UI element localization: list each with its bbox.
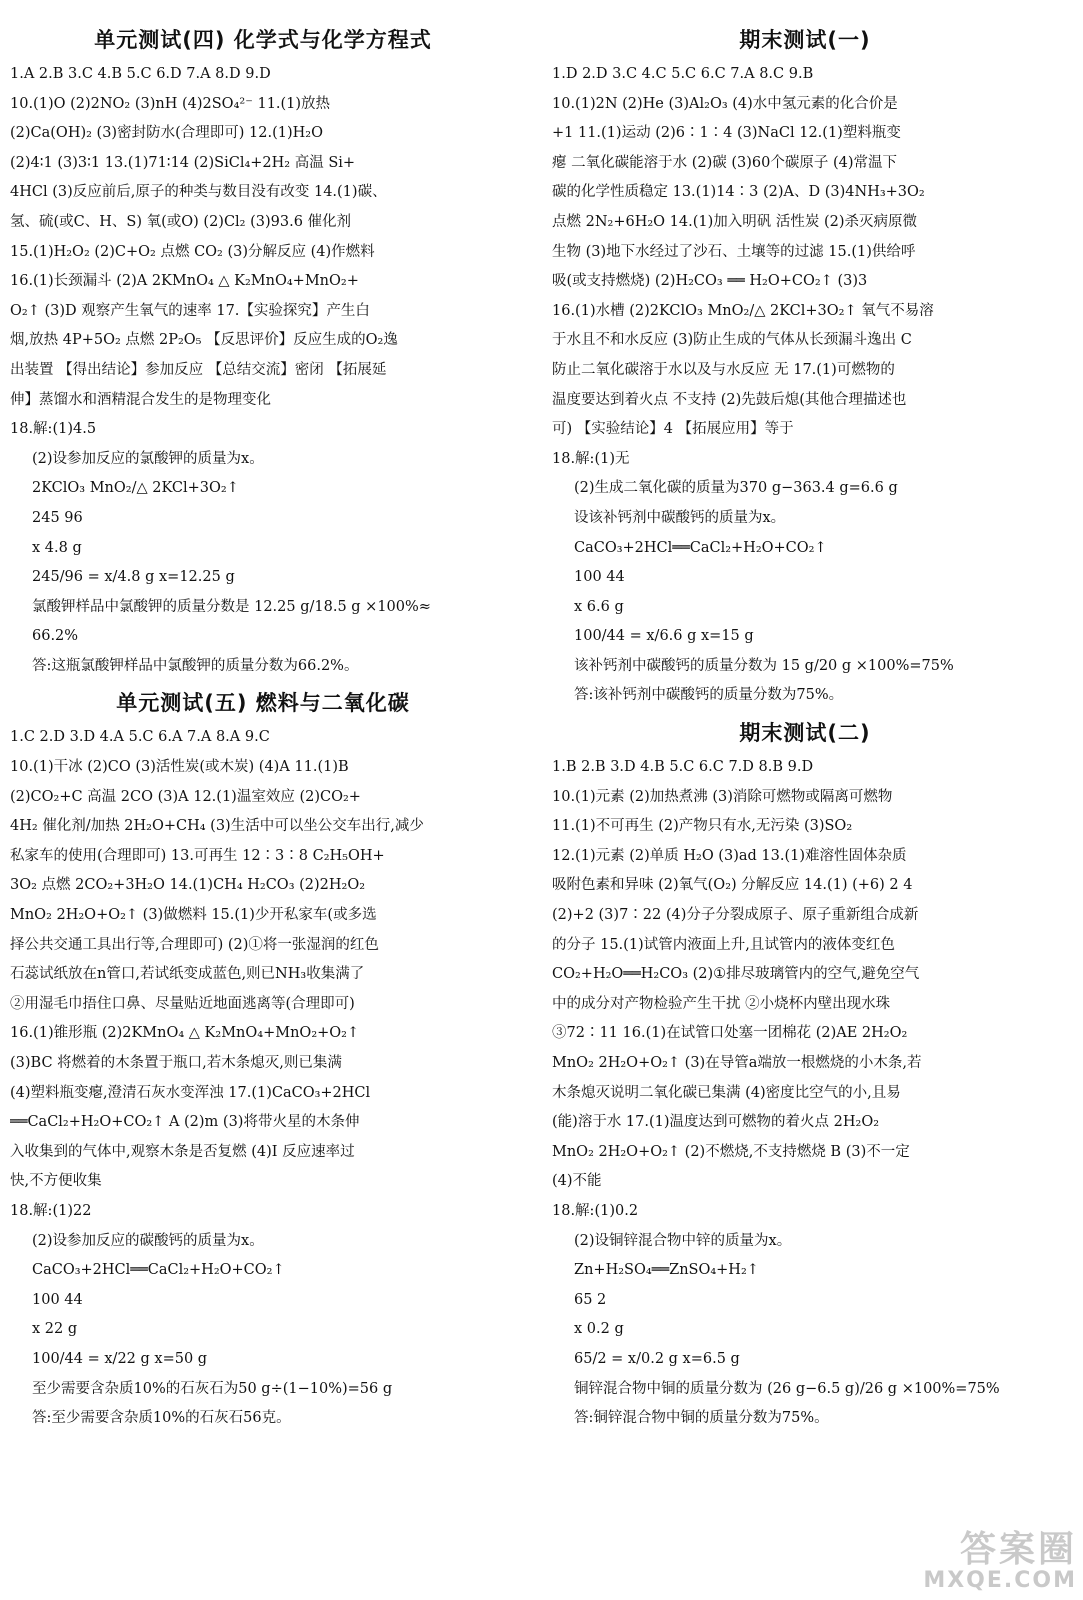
text-line: (2)设参加反应的氯酸钾的质量为x。	[32, 450, 264, 467]
text-line: ══CaCl₂+H₂O+CO₂↑ A (2)m (3)将带火星的木条伸	[10, 1114, 360, 1131]
text-line: 245 96	[32, 509, 83, 526]
section-title: 期末测试(二)	[739, 721, 871, 746]
text-line: (4)塑料瓶变瘪,澄清石灰水变浑浊 17.(1)CaCO₃+2HCl	[10, 1084, 371, 1101]
text-line: (能)溶于水 17.(1)温度达到可燃物的着火点 2H₂O₂	[552, 1114, 880, 1131]
text-line: 1.C 2.D 3.D 4.A 5.C 6.A 7.A 8.A 9.C	[10, 729, 270, 746]
text-line: ②用湿毛巾捂住口鼻、尽量贴近地面逃离等(合理即可)	[10, 995, 355, 1012]
text-line: x 22 g	[32, 1321, 78, 1338]
text-line: 16.(1)水槽 (2)2KClO₃ MnO₂/△ 2KCl+3O₂↑ 氧气不易溶	[552, 302, 934, 319]
text-line: 4HCl (3)反应前后,原子的种类与数目没有改变 14.(1)碳、	[10, 184, 387, 201]
text-line: 66.2%	[32, 628, 79, 645]
text-line: 10.(1)O (2)2NO₂ (3)nH (4)2SO₄²⁻ 11.(1)放热	[10, 95, 331, 112]
text-line: (3)BC 将燃着的木条置于瓶口,若木条熄灭,则已集满	[10, 1055, 342, 1071]
text-line: (2)+2 (3)7∶22 (4)分子分裂成原子、原子重新组合成新	[552, 907, 919, 924]
text-line: Zn+H₂SO₄══ZnSO₄+H₂↑	[574, 1262, 759, 1279]
text-line: 中的成分对产物检验产生干扰 ②小烧杯内壁出现水珠	[552, 995, 891, 1012]
answers-block	[552, 753, 1058, 1227]
text-line: 15.(1)H₂O₂ (2)C+O₂ 点燃 CO₂ (3)分解反应 (4)作燃料	[10, 243, 375, 260]
text-line: 快,不方便收集	[10, 1173, 102, 1190]
text-line: MnO₂ 2H₂O+O₂↑ (2)不燃烧,不支持燃烧 B (3)不一定	[552, 1143, 910, 1160]
text-line: 石蕊试纸放在n管口,若试纸变成蓝色,则已NH₃收集满了	[10, 966, 365, 983]
calc-block	[552, 474, 1058, 711]
text-line: MnO₂ 2H₂O+O₂↑ (3)在导管a端放一根燃烧的小木条,若	[552, 1055, 922, 1071]
section-title: 单元测试(四) 化学式与化学方程式	[94, 28, 432, 52]
text-line: 答:该补钙剂中碳酸钙的质量分数为75%。	[574, 687, 844, 704]
text-line: 65/2 = x/0.2 g x=6.5 g	[574, 1350, 740, 1367]
text-line: 答:至少需要含杂质10%的石灰石56克。	[32, 1410, 291, 1427]
calc-block	[10, 445, 516, 682]
text-line: 1.B 2.B 3.D 4.B 5.C 6.C 7.D 8.B 9.D	[552, 759, 814, 776]
text-line: 的分子 15.(1)试管内液面上升,且试管内的液体变红色	[552, 936, 895, 953]
answers-block	[10, 60, 516, 445]
text-line: 12.(1)元素 (2)单质 H₂O (3)ad 13.(1)难溶性固体杂质	[552, 847, 907, 864]
text-line: 氯酸钾样品中氯酸钾的质量分数是 12.25 g/18.5 g ×100%≈	[32, 598, 431, 615]
text-line: 18.解:(1)0.2	[552, 1202, 639, 1219]
section-title: 单元测试(五) 燃料与二氧化碳	[116, 691, 410, 716]
text-line: 100/44 = x/22 g x=50 g	[32, 1350, 208, 1367]
text-line: 生物 (3)地下水经过了沙石、土壤等的过滤 15.(1)供给呼	[552, 243, 916, 260]
answers-block	[10, 723, 516, 1226]
watermark-text: 答案圈	[959, 1529, 1077, 1570]
text-line: 木条熄灭说明二氧化碳已集满 (4)密度比空气的小,且易	[552, 1084, 901, 1101]
text-line: 10.(1)元素 (2)加热煮沸 (3)消除可燃物或隔离可燃物	[552, 788, 893, 805]
watermark-logo	[923, 1529, 1077, 1593]
text-line: 18.解:(1)4.5	[10, 421, 97, 438]
text-line: 于水且不和水反应 (3)防止生成的气体从长颈漏斗逸出 C	[552, 332, 912, 349]
text-line: 10.(1)2N (2)He (3)Al₂O₃ (4)水中氢元素的化合价是	[552, 95, 898, 112]
text-line: 4H₂ 催化剂/加热 2H₂O+CH₄ (3)生活中可以坐公交车出行,减少	[10, 818, 424, 835]
text-line: 铜锌混合物中铜的质量分数为 (26 g−6.5 g)/26 g ×100%=75%	[574, 1380, 1000, 1397]
text-line: (2)Ca(OH)₂ (3)密封防水(合理即可) 12.(1)H₂O	[10, 125, 323, 142]
text-line: 16.(1)锥形瓶 (2)2KMnO₄ △ K₂MnO₄+MnO₂+O₂↑	[10, 1025, 360, 1042]
text-line: 答:这瓶氯酸钾样品中氯酸钾的质量分数为66.2%。	[32, 657, 359, 674]
text-line: 伸】蒸馏水和酒精混合发生的是物理变化	[10, 391, 271, 408]
text-line: ③72∶11 16.(1)在试管口处塞一团棉花 (2)AE 2H₂O₂	[552, 1025, 908, 1042]
text-line: x 4.8 g	[32, 539, 82, 556]
text-line: 3O₂ 点燃 2CO₂+3H₂O 14.(1)CH₄ H₂CO₃ (2)2H₂O₂	[10, 877, 366, 894]
text-line: (2)生成二氧化碳的质量为370 g−363.4 g=6.6 g	[574, 480, 898, 497]
text-line: 私家车的使用(合理即可) 13.可再生 12∶3∶8 C₂H₅OH+	[10, 847, 385, 864]
text-line: x 0.2 g	[574, 1321, 624, 1338]
text-line: 择公共交通工具出行等,合理即可) (2)①将一张湿润的红色	[10, 936, 379, 953]
text-line: 至少需要含杂质10%的石灰石为50 g÷(1−10%)=56 g	[32, 1380, 393, 1397]
text-line: CaCO₃+2HCl══CaCl₂+H₂O+CO₂↑	[32, 1262, 285, 1279]
text-line: 设该补钙剂中碳酸钙的质量为x。	[574, 509, 786, 526]
text-line: 1.D 2.D 3.C 4.C 5.C 6.C 7.A 8.C 9.B	[552, 66, 814, 82]
text-line: 入收集到的气体中,观察木条是否复燃 (4)Ⅰ 反应速率过	[10, 1143, 355, 1160]
text-line: 点燃 2N₂+6H₂O 14.(1)加入明矾 活性炭 (2)杀灭病原微	[552, 213, 918, 230]
answers-block	[552, 60, 1058, 474]
text-line: (2)4∶1 (3)3∶1 13.(1)71∶14 (2)SiCl₄+2H₂ 高温 Si+	[10, 154, 356, 171]
text-line: 100 44	[574, 569, 625, 586]
text-line: (2)设参加反应的碳酸钙的质量为x。	[32, 1232, 264, 1249]
text-line: 18.解:(1)无	[552, 450, 630, 467]
calc-block	[10, 1227, 516, 1434]
text-line: 100 44	[32, 1291, 83, 1308]
text-line: 2KClO₃ MnO₂/△ 2KCl+3O₂↑	[32, 480, 239, 497]
text-line: 防止二氧化碳溶于水以及与水反应 无 17.(1)可燃物的	[552, 361, 895, 378]
text-line: x 6.6 g	[574, 598, 624, 615]
text-line: O₂↑ (3)D 观察产生氧气的速率 17.【实验探究】产生白	[10, 302, 370, 319]
text-line: 吸(或支持燃烧) (2)H₂CO₃ ══ H₂O+CO₂↑ (3)3	[552, 273, 868, 290]
text-line: +1 11.(1)运动 (2)6∶1∶4 (3)NaCl 12.(1)塑料瓶变	[552, 125, 901, 142]
text-line: 烟,放热 4P+5O₂ 点燃 2P₂O₅ 【反思评价】反应生成的O₂逸	[10, 332, 398, 349]
text-line: 10.(1)干冰 (2)CO (3)活性炭(或木炭) (4)A 11.(1)B	[10, 759, 349, 776]
text-line: 答:铜锌混合物中铜的质量分数为75%。	[574, 1410, 829, 1427]
text-line: 出装置 【得出结论】参加反应 【总结交流】密闭 【拓展延	[10, 361, 387, 378]
text-line: MnO₂ 2H₂O+O₂↑ (3)做燃料 15.(1)少开私家车(或多选	[10, 907, 377, 924]
text-line: 氢、硫(或C、H、S) 氧(或O) (2)Cl₂ (3)93.6 催化剂	[10, 213, 352, 230]
text-line: (4)不能	[552, 1173, 602, 1190]
text-line: 245/96 = x/4.8 g x=12.25 g	[32, 569, 235, 586]
text-line: 1.A 2.B 3.C 4.B 5.C 6.D 7.A 8.D 9.D	[10, 66, 271, 82]
right-column	[552, 18, 1058, 1434]
text-line: 65 2	[574, 1291, 607, 1308]
text-line: 16.(1)长颈漏斗 (2)A 2KMnO₄ △ K₂MnO₄+MnO₂+	[10, 273, 359, 290]
text-line: 18.解:(1)22	[10, 1202, 92, 1219]
text-line: CaCO₃+2HCl══CaCl₂+H₂O+CO₂↑	[574, 539, 827, 556]
section-title: 期末测试(一)	[739, 28, 871, 52]
text-line: 瘪 二氧化碳能溶于水 (2)碳 (3)60个碳原子 (4)常温下	[552, 154, 898, 171]
text-line: CO₂+H₂O══H₂CO₃ (2)①排尽玻璃管内的空气,避免空气	[552, 966, 920, 983]
text-line: (2)设铜锌混合物中锌的质量为x。	[574, 1232, 792, 1249]
text-line: 可) 【实验结论】4 【拓展应用】等于	[552, 421, 794, 438]
text-line: (2)CO₂+C 高温 2CO (3)A 12.(1)温室效应 (2)CO₂+	[10, 788, 361, 805]
text-line: 碳的化学性质稳定 13.(1)14∶3 (2)A、D (3)4NH₃+3O₂	[552, 184, 925, 201]
text-line: 温度要达到着火点 不支持 (2)先鼓后熄(其他合理描述也	[552, 391, 907, 408]
text-line: 吸附色素和异味 (2)氧气(O₂) 分解反应 14.(1) (+6) 2 4	[552, 877, 913, 894]
text-line: 100/44 = x/6.6 g x=15 g	[574, 628, 754, 645]
watermark-domain: MXQE.COM	[923, 1568, 1077, 1593]
text-line: 该补钙剂中碳酸钙的质量分数为 15 g/20 g ×100%=75%	[574, 657, 954, 674]
left-column	[10, 18, 516, 1434]
calc-block	[552, 1227, 1058, 1434]
text-line: 11.(1)不可再生 (2)产物只有水,无污染 (3)SO₂	[552, 818, 853, 835]
